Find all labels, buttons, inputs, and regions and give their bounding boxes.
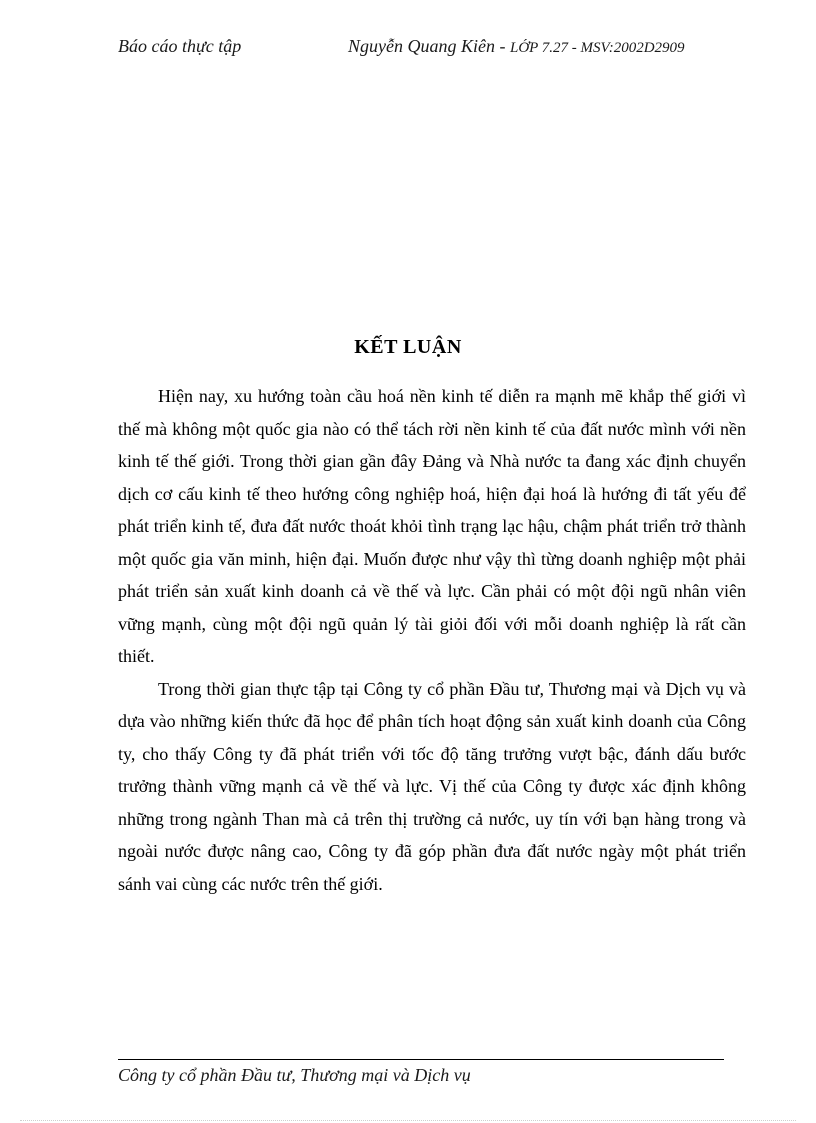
paragraph: Hiện nay, xu hướng toàn cầu hoá nền kinh tế diễn ra mạnh mẽ khắp thế giới vì thế mà không một quốc gia nào có thể tách rời nền kinh tế của đất nước mình với nền kinh tế thế giới. Trong thời gian gần đây Đảng và Nhà nước ta đang xác định chuyển dịch cơ cấu kinh tế theo hướng công nghiệp hoá, hiện đại hoá là hướng đi tất yếu để phát triển kinh tế, đưa đất nước thoát khỏi tình trạng lạc hậu, chậm phát triển trở thành một quốc gia văn minh, hiện đại. Muốn được như vậy thì từng doanh nghiệp một phải phát triển sản xuất kinh doanh cả về thế và lực. Cần phải có một đội ngũ nhân viên vững mạnh, cùng một đội ngũ quản lý tài giỏi đối với mỗi doanh nghiệp là rất cần thiết. xyxy=(118,386,746,666)
author-name: Nguyễn Quang Kiên - xyxy=(348,36,510,56)
page-header xyxy=(118,36,742,62)
page-edge-line xyxy=(20,1120,796,1121)
page-title: KẾT LUẬN xyxy=(354,336,462,358)
report-type-label: Báo cáo thực tập xyxy=(118,36,242,56)
class-student-id: LỚP 7.27 - MSV:2002D2909 xyxy=(509,40,685,56)
author-info xyxy=(348,36,685,57)
document-body xyxy=(118,380,746,900)
footer-divider xyxy=(118,1059,724,1060)
page-footer: Công ty cổ phần Đầu tư, Thương mại và Dịch vụ xyxy=(118,1065,471,1085)
paragraph: Trong thời gian thực tập tại Công ty cổ phần Đầu tư, Thương mại và Dịch vụ và dựa vào những kiến thức đã học để phân tích hoạt động sản xuất kinh doanh của Công ty, cho thấy Công ty đã phát triển với tốc độ tăng trưởng vượt bậc, đánh dấu bước trưởng thành vững mạnh cả về thế và lực. Vị thế của Công ty được xác định không những trong ngành Than mà cả trên thị trường cả nước, uy tín với bạn hàng trong và ngoài nước được nâng cao, Công ty đã góp phần đưa đất nước ngày một phát triển sánh vai cùng các nước trên thế giới. xyxy=(118,678,746,894)
